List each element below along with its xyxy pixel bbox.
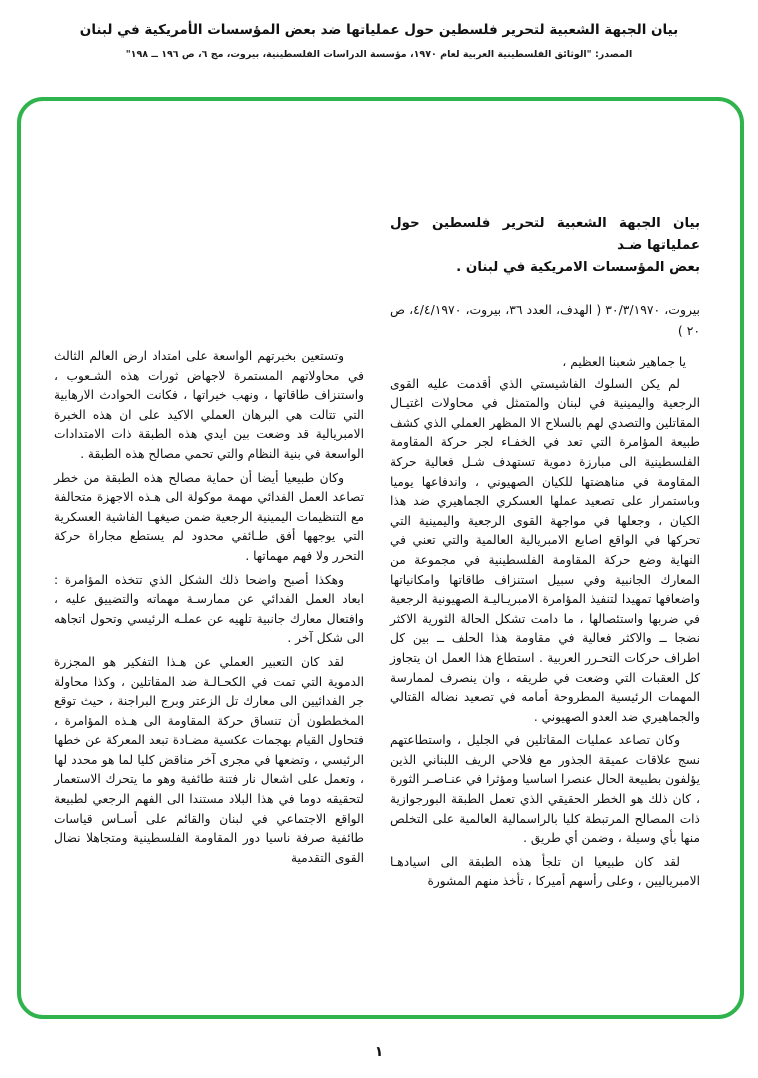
- paragraph: لم يكن السلوك الفاشيستي الذي أقدمت عليه القوى الرجعية واليمينية في لبنان والمتمثل في محاولات اغتيـال المقاتلين والتصدي لهم بالسلاح الا المظهر العملي الذي كشف طبيعة المؤامرة التي تعد في الخفـاء لجر حركة المقاومة الفلسطينية الى مبارزة دموية تستهدف شـل فعالية حركة المقاومة في مناهضتها للكيان الصهيوني ، واندفاعها يوميا وباستمرار على تصعيد عملها العسكري الجماهيري ضد هذا الكيان ، وجعلها في مواجهة القوى الرجعية واليمينية التي تحركها في الواقع اصابع الامبريالية العالمية والتي تعني في النهاية وضع حركة المقاومة الفلسطينية في مجموعة من المعارك الجانبية وفي سبيل استنزاف طاقاتها وامكانياتها واضعافها تمهيدا لتنفيذ المؤامرة الامبريـاليـة الصهيونية الرجعية في ضربها واستئصالها ، ما دامت تشكل الحالة الثورية الاكثر نضجا ــ والاكثر فعالية في مقاومة هذا الحلف ــ بين كل اطراف حركات التحـرر العربية . استطاع هذا العمل ان يتجاوز كل العقبات التي وضعت في طريقه ، وان ينصرف لممارسة المهمات الرئيسية المطروحة أمامه في تصعيد نضاله القتالي والجماهيري ضد العدو الصهيوني .: [390, 376, 700, 724]
- paragraph: يا جماهير شعبنا العظيم ،: [562, 355, 686, 369]
- column-right-paragraphs: [390, 353, 700, 892]
- document-title: [390, 213, 700, 279]
- document-dateline: بيروت، ٣٠/٣/١٩٧٠ ( الهدف، العدد ٣٦، بيروت، ٤/٤/١٩٧٠، ص ٢٠ ): [390, 302, 700, 338]
- document-body: [21, 101, 740, 1015]
- document-title-line-2: بعض المؤسسات الامريكية في لبنان .: [456, 260, 700, 275]
- paragraph: لقد كان التعبير العملي عن هـذا التفكير هو المجزرة الدموية التي تمت في الكحـالـة ضد المقاتلين ، وكذا محاولة جر الفدائيين الى معارك تل الزعتر وبرج البراجنة ، حيث توقع المخططون أن تنساق حركة المقاومة الى هـذه المؤامرة ، فتحاول القيام بهجمات عكسية مضـادة تبعد المعركة عن خطها الرئيسي ، وتضعها في مجرى آخر مناقض كليا لما هو محدد لها ، وتعمل على اشعال نار فتنة طائفية وهو ما يتحرك الاستعمار لتحقيقه دوما في هذا البلاد مستندا الى الفهم الرجعي لطبيعة الواقع الاجتماعي في لبنان والقائم على أسـاس قياسات طائفية صرفة ناسيا دور المقاومة الفلسطينية ومتجاهلا نضال القوى التقدمية: [54, 654, 364, 865]
- paragraph: وكان تصاعد عمليات المقاتلين في الجليل ، واستطاعتهم نسج علاقات عميقة الجذور مع فلاحي الريف اللبناني الذين يؤلفون بطبيعة الحال عنصرا اساسيا ومؤثرا في عنـاصـر الثورة ، كان ذلك هو الخطر الحقيقي الذي تعمل الطبقة البورجوازية ذات المصالح المرتبطة كليا بالراسمالية العالمية على التخلص منها بأي وسيلة ، وضمن أي طريق .: [390, 733, 700, 846]
- document-title-line-1: بيان الجبهة الشعبية لتحرير فلسطين حول عملياتها ضـد: [390, 216, 700, 253]
- page-header-source: المصدر: "الوثائق الفلسطينية العربية لعام ١٩٧٠، مؤسسة الدراسات الفلسطينية، بيروت، مج ٦، ص ١٩٦ ــ ١٩٨": [125, 49, 633, 60]
- two-column-layout: [54, 213, 700, 896]
- page-header-title: بيان الجبهة الشعبية لتحرير فلسطين حول عملياتها ضد بعض المؤسسات الأمريكية في لبنان: [79, 22, 679, 38]
- column-left: [54, 213, 364, 896]
- column-left-paragraphs: [54, 347, 364, 868]
- document-frame: [17, 97, 744, 1019]
- paragraph: وتستعين بخبرتهم الواسعة على امتداد ارض العالم الثالث في محاولاتهم المستمرة لاجهاض ثورات هذه الشـعوب ، واستنزاف طاقاتها ، ونهب خيراتها ، فكانت الحوادث الارهابية التي تتالت هي البرهان العملي الاكيد على ان هذه الخبرة الامبريالية قد وضعت بين ايدي هذه الطبقة ذات الامتدادات الواسعة في بنية النظام والتي تحمي مصالح هذه الطبقة .: [54, 349, 364, 461]
- page-header: [0, 0, 758, 60]
- column-right: [390, 213, 700, 896]
- paragraph: لقد كان طبيعيا ان تلجأ هذه الطبقة الى اسيادهـا الامبرياليين ، وعلى رأسهم أميركا ، تأخذ منهم المشورة: [390, 854, 700, 889]
- paragraph: وكان طبيعيا أيضا أن حماية مصالح هذه الطبقة من خطر تصاعد العمل الفدائي مهمة موكولة الى هـذه الاجهزة متحالفة مع التنظيمات اليمينية الرجعية ضمن صيغهـا الفاشية العسكرية التي يوجهها أفق طـائفي محدود لم يستطع مجاراة حركة التحرر ولا فهم مهماتها .: [54, 470, 364, 563]
- page-number: ١: [374, 1044, 384, 1060]
- paragraph: وهكذا أصبح واضحا ذلك الشكل الذي تتخذه المؤامرة : ابعاد العمل الفدائي عن ممارسـة مهماته والتضييق عليه ، وافتعال معارك جانبية تلهيه عن عملـه الرئيسي وتحول اتجاهه الى شكل آخر .: [54, 572, 364, 646]
